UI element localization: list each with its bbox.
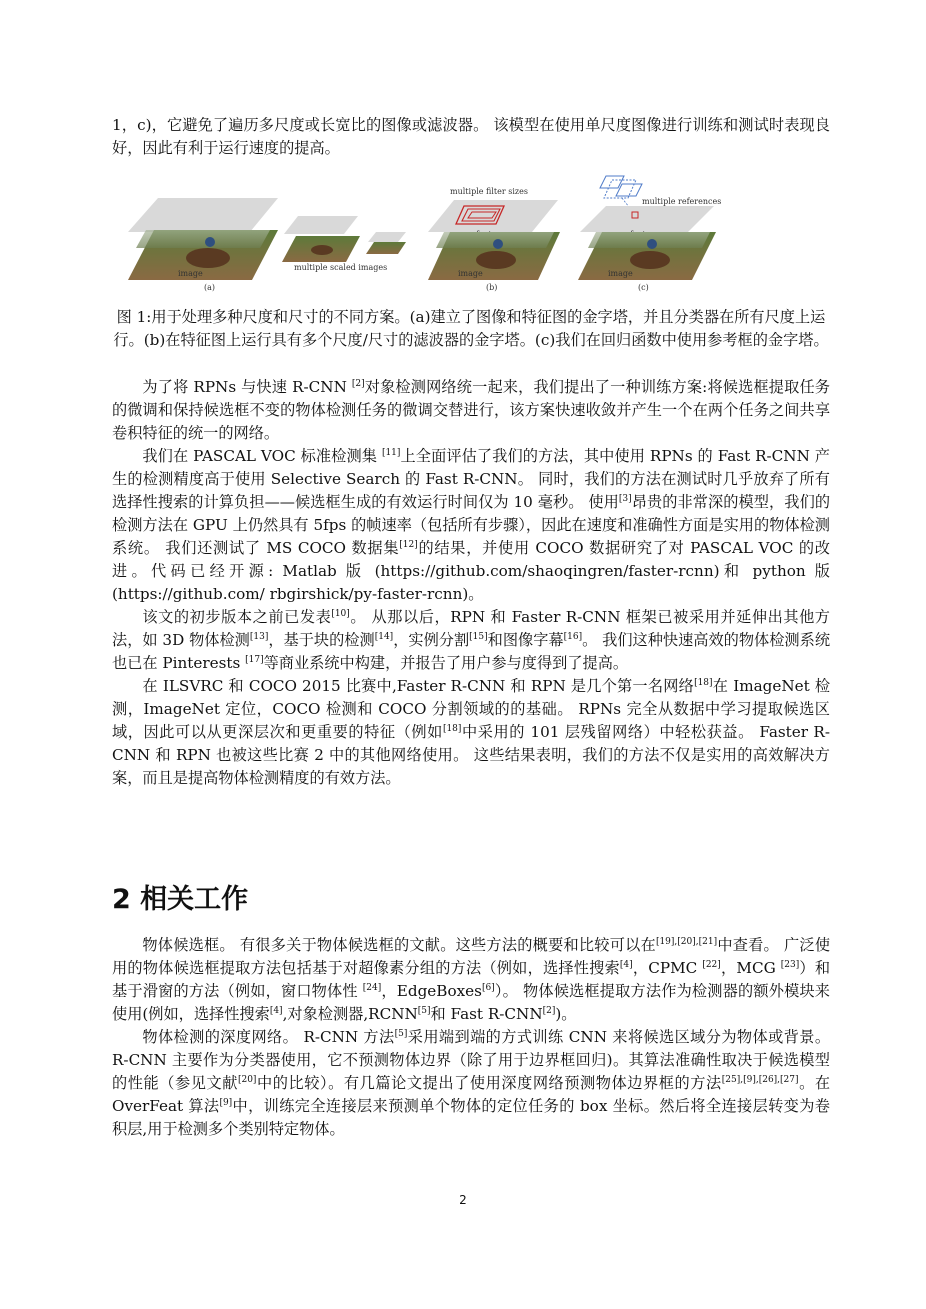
citation: [5] (394, 1029, 408, 1039)
citation: [23] (780, 960, 800, 970)
figure-1-diagram (128, 170, 738, 298)
multiple-scaled-images-label: multiple scaled images (294, 263, 388, 272)
feature-map-plane (580, 206, 714, 232)
citation: [3] (618, 494, 632, 504)
smaller-feature-map-plane (368, 232, 406, 242)
multiple-filter-sizes-label: multiple filter sizes (450, 187, 528, 196)
citation: [11] (381, 448, 401, 458)
citation: [20] (237, 1075, 257, 1085)
panel-a (128, 198, 406, 292)
paragraph: 物体候选框。 有很多关于物体候选框的文献。这些方法的概要和比较可以在[19],[20],[21]中查看。 广泛使用的物体候选框提取方法包括基于对超像素分组的方法（例如，选择性搜索[4]，CPMC [22]，MCG [23]）和基于滑窗的方法（例如，窗口物体性 [24]，EdgeBoxes[6]）。 物体候选框提取方法作为检测器的额外模块来使用(例如，选择性搜索[4],对象检测器,RCNN[5]和 Fast R-CNN[2])。 (112, 936, 831, 1023)
intro-paragraph-tail (112, 114, 830, 160)
citation: [15] (469, 632, 488, 642)
related-work-body (112, 934, 830, 1141)
citation: [19],[20],[21] (655, 937, 718, 947)
citation: [10] (331, 609, 350, 619)
citation: [18] (694, 678, 713, 688)
panel-b-label: (b) (486, 283, 498, 292)
citation: [2] (542, 1006, 556, 1016)
citation: [24] (362, 983, 382, 993)
panel-c (578, 176, 721, 292)
page-number: 2 (459, 1193, 467, 1207)
citation: [18] (442, 724, 462, 734)
paragraph: 为了将 RPNs 与快速 R-CNN [2]对象检测网络统一起来，我们提出了一种训练方案:将候选框提取任务的微调和保持候选框不变的物体检测任务的微调交替进行，该方案快速收敛并产生一个在两个任务之间共享卷积特征的统一的网络。 (112, 378, 830, 442)
citation: [17] (245, 655, 264, 665)
introduction-body (112, 376, 830, 790)
feature-map-plane (128, 198, 278, 232)
panel-c-label: (c) (638, 283, 649, 292)
multiple-references-label: multiple references (642, 197, 722, 206)
paragraph: 我们在 PASCAL VOC 标准检测集 [11]上全面评估了我们的方法，其中使用 RPNs 的 Fast R-CNN 产生的检测精度高于使用 Selective Search 的 Fast R-CNN。 同时，我们的方法在测试时几乎放弃了所有选择性搜索的计算负担——候选框生成的有效运行时间仅为 10 毫秒。 使用[3]昂贵的非常深的模型，我们的检测方法在 GPU 上仍然具有 5fps 的帧速率（包括所有步骤），因此在速度和准确性方面是实用的物体检测系统。 我们还测试了 MS COCO 数据集[12]的结果，并使用 COCO 数据研究了对 PASCAL VOC 的改进。代码已经开源: Matlab 版 (https://github.com/shaoqingren/faster-rcnn)和 python 版 (https://github.com/ rbgirshick/py-faster-rcnn)。 (112, 447, 831, 603)
citation: [16] (563, 632, 583, 642)
citation: [13] (249, 632, 269, 642)
image-label: image (608, 269, 633, 278)
horse-shape (186, 248, 230, 268)
citation: [12] (399, 540, 418, 550)
paragraph: 在 ILSVRC 和 COCO 2015 比赛中,Faster R-CNN 和 RPN 是几个第一名网络[18]在 ImageNet 检测，ImageNet 定位，COCO 检测和 COCO 分割领域的的基础。 RPNs 完全从数据中学习提取候选区域，因此可以从更深层次和更重要的特征（例如[18]中采用的 101 层残留网络）中轻松获益。 Faster R-CNN 和 RPN 也被这些比赛 2 中的其他网络使用。 这些结果表明，我们的方法不仅是实用的高效解决方案，而且是提高物体检测精度的有效方法。 (112, 677, 831, 787)
panel-b (428, 187, 560, 292)
panel-a-label: (a) (204, 283, 216, 292)
figure-1-caption: 图 1:用于处理多种尺度和尺寸的不同方案。(a)建立了图像和特征图的金字塔，并且分类器在所有尺度上运行。(b)在特征图上运行具有多个尺度/尺寸的滤波器的金字塔。(c)我们在回归函数中使用参考框的金字塔。 (113, 308, 829, 349)
paragraph: 该文的初步版本之前已发表[10]。 从那以后，RPN 和 Faster R-CNN 框架已被采用并延伸出其他方法，如 3D 物体检测[13]，基于块的检测[14]，实例分割[15]和图像字幕[16]。 我们这种快速高效的物体检测系统也已在 Pinterests [17]等商业系统中构建，并报告了用户参与度得到了提高。 (112, 608, 831, 672)
citation: [25],[9],[26],[27] (721, 1075, 799, 1085)
citation: [6] (481, 983, 495, 993)
scaled-feature-map-plane (284, 216, 358, 234)
paragraph-text: 1，c)，它避免了遍历多尺度或长宽比的图像或滤波器。 该模型在使用单尺度图像进行训练和测试时表现良好，因此有利于运行速度的提高。 (112, 116, 830, 157)
paragraph: 物体检测的深度网络。 R-CNN 方法[5]采用端到端的方式训练 CNN 来将候选区域分为物体或背景。 R-CNN 主要作为分类器使用，它不预测物体边界（除了用于边界框回归)。其算法准确性取决于候选模型的性能（参见文献[20]中的比较）。有几篇论文提出了使用深度网络预测物体边界框的方法[25],[9],[26],[27]。在 OverFeat 算法[9]中，训练完全连接层来预测单个物体的定位任务的 box 坐标。然后将全连接层转变为卷积层,用于检测多个类别特定物体。 (112, 1028, 831, 1138)
smaller-image-plane (366, 242, 406, 254)
citation: [4] (619, 960, 633, 970)
citation: [22] (702, 960, 721, 970)
citation: [5] (417, 1006, 431, 1016)
image-label: image (178, 269, 203, 278)
citation: [14] (374, 632, 394, 642)
image-label: image (458, 269, 483, 278)
section-heading: 2 相关工作 (112, 884, 249, 915)
reference-box-3 (616, 184, 642, 196)
rider-shape (205, 237, 215, 247)
citation: [9] (219, 1098, 233, 1108)
citation: [4] (269, 1006, 283, 1016)
citation: [2] (351, 379, 365, 389)
